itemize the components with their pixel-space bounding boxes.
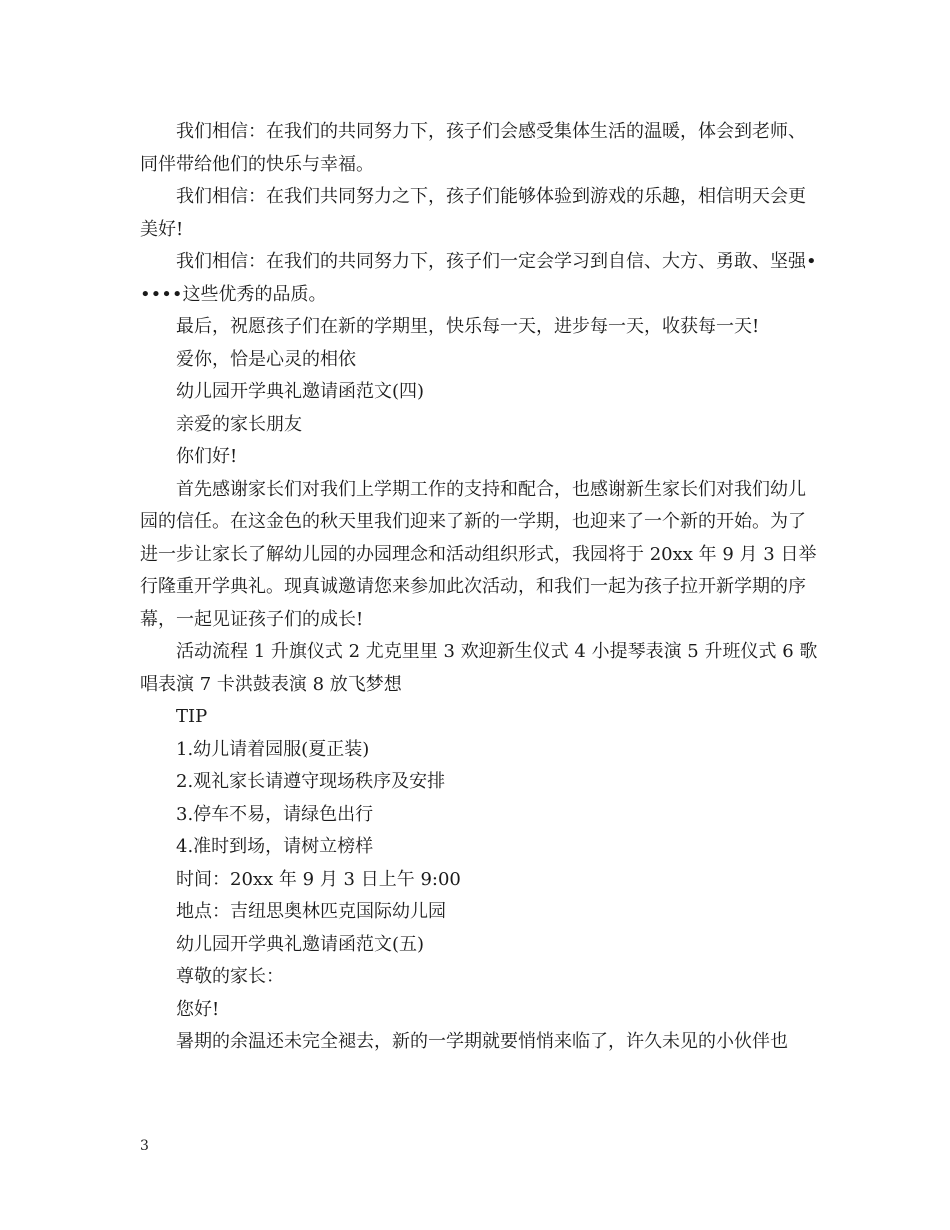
tip-heading: TIP	[176, 706, 208, 727]
greeting-5: 您好!	[176, 998, 220, 1020]
paragraph-invitation: 首先感谢家长们对我们上学期工作的支持和配合，也感谢新生家长们对我们幼儿园的信任。在这金色的秋天里我们迎来了新的一学期，也迎来了一个新的开始。为了进一步让家长了解幼儿园的办园理念和活动组织形式，我园将于 20xx 年 9 月 3 日举行隆重开学典礼。现真诚邀请您来参加此次活动，和我们一起为孩子拉开新学期的序幕，一起见证孩子们的成长!	[140, 478, 817, 630]
paragraph-opening-5: 暑期的余温还未完全褪去，新的一学期就要悄悄来临了，许久未见的小伙伴也	[176, 1031, 788, 1052]
paragraph-belief-3: 我们相信：在我们的共同努力下，孩子们一定会学习到自信、大方、勇敢、坚强•••••这些优秀的品质。	[140, 251, 817, 305]
section-heading-5: 幼儿园开学典礼邀请函范文(五)	[176, 933, 425, 955]
paragraph-belief-1: 我们相信：在我们的共同努力下，孩子们会感受集体生活的温暖，体会到老师、同伴带给他们的快乐与幸福。	[140, 121, 806, 175]
paragraph-belief-2: 我们相信：在我们共同努力之下，孩子们能够体验到游戏的乐趣，相信明天会更美好!	[140, 186, 806, 240]
tip-item-4: 4.准时到场，请树立榜样	[176, 836, 374, 857]
section-heading-4: 幼儿园开学典礼邀请函范文(四)	[176, 381, 425, 402]
paragraph-closing-line: 爱你，恰是心灵的相依	[176, 348, 356, 370]
salutation: 亲爱的家长朋友	[176, 413, 302, 435]
salutation-5: 尊敬的家长：	[176, 966, 284, 987]
paragraph-program: 活动流程 1 升旗仪式 2 尤克里里 3 欢迎新生仪式 4 小提琴表演 5 升班仪式 6 歌唱表演 7 卡洪鼓表演 8 放飞梦想	[140, 641, 818, 695]
greeting: 你们好!	[176, 446, 238, 467]
tip-item-2: 2.观礼家长请遵守现场秩序及安排	[176, 771, 446, 792]
paragraph-wish: 最后，祝愿孩子们在新的学期里，快乐每一天，进步每一天，收获每一天!	[176, 316, 760, 337]
event-location: 地点：吉纽思奥林匹克国际幼儿园	[176, 901, 446, 922]
tip-item-3: 3.停车不易，请绿色出行	[176, 803, 374, 825]
event-time: 时间：20xx 年 9 月 3 日上午 9:00	[176, 868, 461, 890]
document-body	[140, 116, 820, 1059]
page-number: 3	[140, 1138, 149, 1154]
tip-item-1: 1.幼儿请着园服(夏正装)	[176, 738, 370, 760]
